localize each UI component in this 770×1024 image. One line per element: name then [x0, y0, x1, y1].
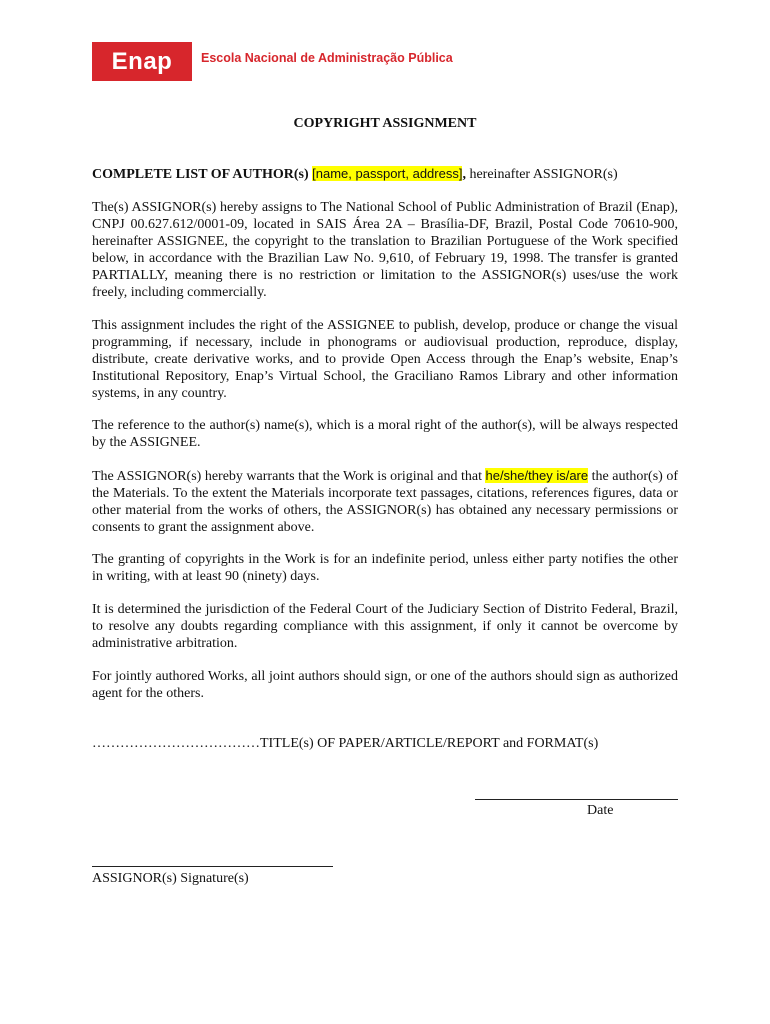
date-label: Date — [587, 803, 614, 818]
authors-placeholder: [name, passport, address] — [312, 166, 463, 181]
paragraph-jurisdiction: It is determined the jurisdiction of the Federal Court of the Judiciary Section of Distrito Federal, Brazil, to resolve any doubts regarding compliance with this assignment, if only it cannot be overcome by administrative arbitration. — [92, 602, 678, 651]
date-underline — [475, 799, 678, 800]
signature-label: ASSIGNOR(s) Signature(s) — [92, 871, 249, 886]
warranty-text-start: The ASSIGNOR(s) hereby warrants that the Work is original and that — [92, 469, 486, 484]
enap-logo — [92, 42, 192, 81]
authors-suffix: hereinafter ASSIGNOR(s) — [465, 167, 618, 182]
paragraph-warranty — [92, 467, 678, 536]
authors-label: COMPLETE LIST OF AUTHOR(s) — [92, 167, 309, 182]
logo-word: Enap — [111, 47, 173, 75]
warranty-text-end: the author(s) of the Materials. To the extent the Materials incorporate text passages, citations, references figures, data or other material from the works of others, the ASSIGNOR(s) has obtained any necessary permissions or consents to grant the assignment above. — [92, 469, 678, 535]
paragraph-assignment: The(s) ASSIGNOR(s) hereby assigns to The National School of Public Administration of Brazil (Enap), CNPJ 00.627.612/0001-09, located in SAIS Área 2A – Brasília-DF, Brazil, Postal Code 70610-900, hereinafter ASSIGNEE, the copyright to the translation to Brazilian Portuguese of the Work specified below, in accordance with the Brazilian Law No. 9,610, of February 19, 1998. The transfer is granted PARTIALLY, meaning there is no restriction or limitation to the ASSIGNOR(s) uses/use the work freely, including commercially. — [92, 200, 678, 300]
authors-line — [92, 165, 678, 183]
pronoun-highlight: he/she/they is/are — [485, 468, 589, 483]
paragraph-moral-right: The reference to the author(s) name(s), which is a moral right of the author(s), will be always respected by the ASSIGNEE. — [92, 418, 678, 450]
document-title: COPYRIGHT ASSIGNMENT — [293, 116, 477, 131]
paragraph-duration: The granting of copyrights in the Work is for an indefinite period, unless either party notifies the other in writing, with at least 90 (ninety) days. — [92, 552, 678, 584]
paragraph-joint-authors: For jointly authored Works, all joint authors should sign, or one of the authors should sign as authorized agent for the others. — [92, 669, 678, 701]
paragraph-rights: This assignment includes the right of the ASSIGNEE to publish, develop, produce or change the visual programming, if necessary, include in phonograms or audiovisual production, reproduce, display, distribute, create derivative works, and to provide Open Access through the Enap’s website, Enap’s Institutional Repository, Enap’s Virtual School, the Graciliano Ramos Library and other information systems, in any country. — [92, 318, 678, 401]
signature-underline — [92, 866, 333, 867]
institution-name: Escola Nacional de Administração Pública — [201, 51, 453, 65]
authors-comma: , — [462, 167, 466, 182]
work-title-line: ………………………………TITLE(s) OF PAPER/ARTICLE/REPORT and FORMAT(s) — [92, 736, 599, 751]
